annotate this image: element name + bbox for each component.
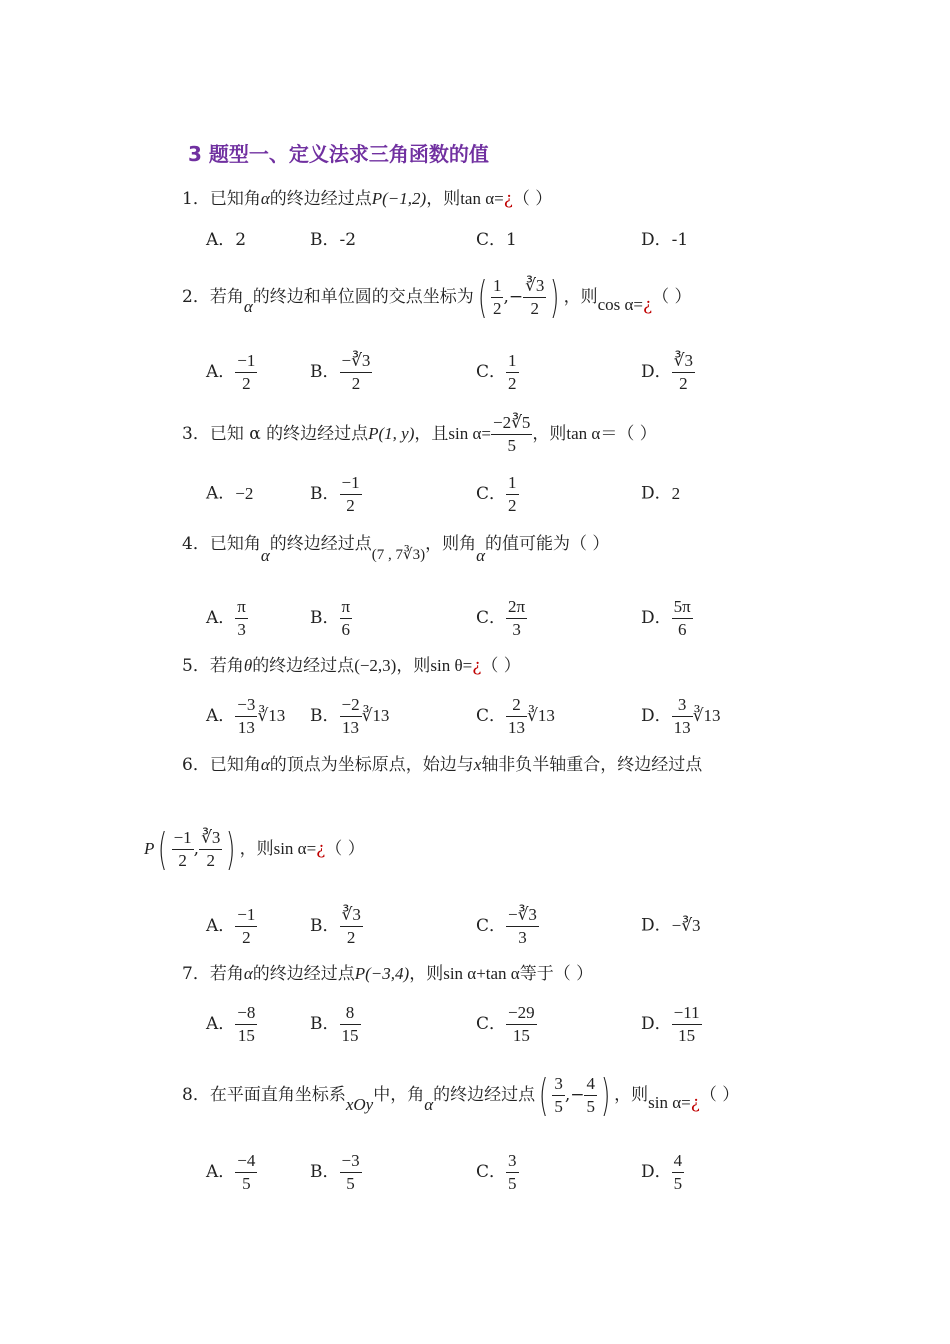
- q4-option-d: D． $\frac{5\pi}{6}$: [641, 597, 691, 639]
- q3-option-a: A．−2: [206, 483, 254, 504]
- q8-option-b: B． $\frac{-3}{5}$: [310, 1151, 360, 1193]
- question-8: 8．在平面直角坐标系xOy中，角α的终边经过点( $\frac{3}{5}$ ,− $\frac{4}{5}$ ) ，则sin α=¿（ ）: [182, 1069, 740, 1121]
- question-3: 3．已知 α 的终边经过点P(1, y)，且sin α= $\frac{-2∛5}{5}$ ，则tan α＝（ ）: [182, 413, 657, 455]
- question-6-point: P( $\frac{-1}{2}$ , $\frac{∛3}{2}$ ) ，则sin α=¿（ ）: [144, 823, 365, 875]
- q5-option-d: D． $\frac{3}{13}$ ∛13: [641, 695, 721, 737]
- q3-option-d: D．2: [641, 483, 681, 504]
- q8-option-c: C． $\frac{3}{5}$: [476, 1151, 517, 1193]
- q4-option-b: B． $\frac{\pi}{6}$: [310, 597, 351, 639]
- q8-option-a: A． $\frac{-4}{5}$: [206, 1151, 256, 1193]
- question-7: 7．若角α的终边经过点P(−3,4)，则sin α+tan α等于（ ）: [182, 964, 594, 984]
- q4-option-a: A． $\frac{\pi}{3}$: [206, 597, 246, 639]
- q2-option-d: D． $\frac{∛3}{2}$: [641, 351, 693, 393]
- q7-option-c: C． $\frac{-29}{15}$: [476, 1003, 535, 1045]
- q1-option-a: A．2: [206, 230, 247, 250]
- q2-option-c: C． $\frac{1}{2}$: [476, 351, 517, 393]
- q5-option-b: B． $\frac{-2}{13}$ ∛13: [310, 695, 390, 737]
- q7-option-d: D． $\frac{-11}{15}$: [641, 1003, 700, 1045]
- question-5: 5．若角θ的终边经过点(−2,3)，则sin θ=¿（ ）: [182, 656, 521, 676]
- q7-option-a: A． $\frac{-8}{15}$: [206, 1003, 256, 1045]
- question-2: 2．若角α的终边和单位圆的交点坐标为( $\frac{1}{2}$ ,− $\frac{∛3}{2}$ ) ，则cos α=¿（ ）: [182, 271, 692, 323]
- question-1: 1．已知角α的终边经过点P(−1,2)，则tan α=¿（ ）: [182, 189, 553, 209]
- q4-option-c: C． $\frac{2\pi}{3}$: [476, 597, 526, 639]
- q6-option-b: B． $\frac{∛3}{2}$: [310, 905, 361, 947]
- question-6: 6．已知角α的顶点为坐标原点，始边与x轴非负半轴重合，终边经过点: [182, 755, 703, 775]
- q2-option-b: B． $\frac{-∛3}{2}$: [310, 351, 371, 393]
- q6-option-c: C． $\frac{-∛3}{3}$: [476, 905, 537, 947]
- q8-option-d: D． $\frac{4}{5}$: [641, 1151, 683, 1193]
- q5-option-a: A． $\frac{-3}{13}$ ∛13: [206, 695, 286, 737]
- q1-option-b: B．-2: [310, 230, 357, 250]
- q1-option-d: D．-1: [641, 230, 689, 250]
- q3-option-c: C． $\frac{1}{2}$: [476, 473, 517, 515]
- section-title: 3 题型一、定义法求三角函数的值: [188, 142, 489, 166]
- q6-option-d: D．−∛3: [641, 915, 701, 936]
- question-4: 4．已知角α的终边经过点(7 , 7∛3)，则角α的值可能为（ ）: [182, 534, 610, 565]
- q7-option-b: B． $\frac{8}{15}$: [310, 1003, 359, 1045]
- q6-option-a: A． $\frac{-1}{2}$: [206, 905, 256, 947]
- q1-option-c: C．1: [476, 230, 517, 250]
- q2-option-a: A． $\frac{-1}{2}$: [206, 351, 256, 393]
- q3-option-b: B． $\frac{-1}{2}$: [310, 473, 360, 515]
- q5-option-c: C． $\frac{2}{13}$ ∛13: [476, 695, 555, 737]
